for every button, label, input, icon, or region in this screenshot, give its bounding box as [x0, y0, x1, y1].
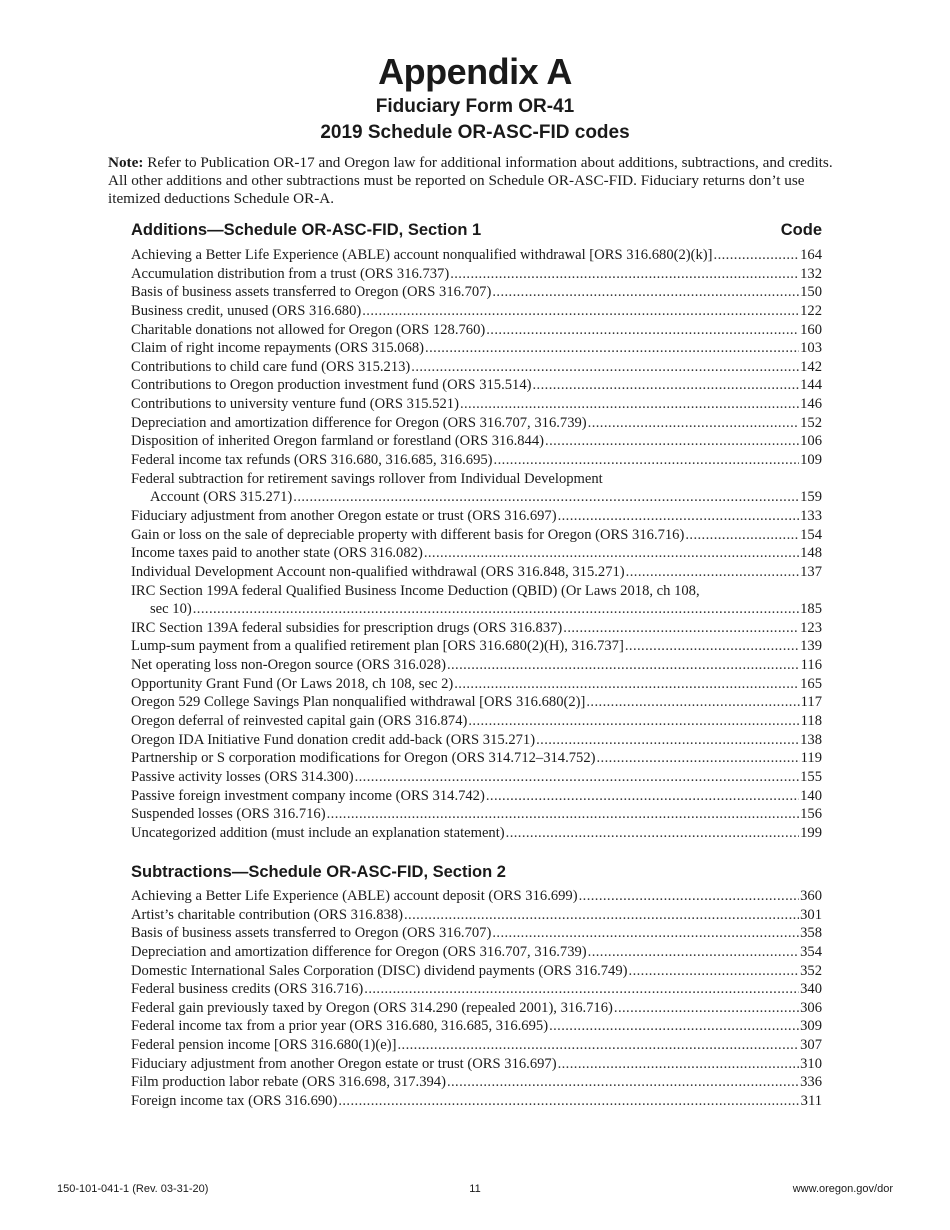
item-label-line2: Account (ORS 315.271): [150, 489, 293, 506]
item-code: 340: [800, 981, 822, 998]
addition-row: [131, 582, 822, 619]
item-label: Basis of business assets transferred to Oregon (ORS 316.707): [131, 925, 492, 942]
item-label: Depreciation and amortization difference for Oregon (ORS 316.707, 316.739): [131, 414, 587, 431]
addition-row: [131, 302, 822, 321]
addition-row: [131, 768, 822, 787]
form-subtitle: Fiduciary Form OR-41: [375, 96, 575, 117]
item-label: Artist’s charitable contribution (ORS 316.838): [131, 906, 403, 923]
item-code: 146: [800, 396, 822, 413]
dot-leader: [586, 693, 799, 712]
item-code: 150: [800, 284, 822, 301]
page-number: 11: [469, 1183, 481, 1195]
addition-row: [131, 712, 822, 731]
dot-leader: [558, 507, 800, 526]
subtraction-row: [131, 943, 822, 962]
addition-row: [131, 321, 822, 340]
item-code: 160: [800, 321, 822, 338]
subtraction-row: [131, 887, 822, 906]
item-label: Federal pension income [ORS 316.680(1)(e)]: [131, 1037, 397, 1054]
item-code: 311: [800, 1093, 822, 1110]
dot-leader: [486, 787, 799, 806]
item-code: 307: [800, 1037, 822, 1054]
item-label-line2: sec 10): [150, 601, 192, 618]
dot-leader: [362, 302, 799, 321]
dot-leader: [588, 943, 799, 962]
dot-leader: [447, 656, 800, 675]
item-label: Foreign income tax (ORS 316.690): [131, 1093, 338, 1110]
item-label: Passive foreign investment company income (ORS 314.742): [131, 787, 485, 804]
item-label: Passive activity losses (ORS 314.300): [131, 768, 354, 785]
item-code: 138: [800, 731, 822, 748]
item-label: Fiduciary adjustment from another Oregon estate or trust (ORS 316.697): [131, 507, 557, 524]
item-label: Opportunity Grant Fund (Or Laws 2018, ch 108, sec 2): [131, 675, 454, 692]
dot-leader: [425, 339, 799, 358]
item-code: 358: [800, 925, 822, 942]
item-code: 336: [800, 1074, 822, 1091]
item-label: Lump-sum payment from a qualified retirement plan [ORS 316.680(2)(H), 316.737]: [131, 638, 624, 655]
item-label: Contributions to Oregon production investment fund (ORS 315.514): [131, 377, 532, 394]
item-label: Gain or loss on the sale of depreciable property with different basis for Oregon (ORS 316.716): [131, 526, 685, 543]
item-label: Federal business credits (ORS 316.716): [131, 981, 364, 998]
addition-row: [131, 470, 822, 507]
addition-row: [131, 787, 822, 806]
addition-row: [131, 749, 822, 768]
addition-row: [131, 265, 822, 284]
dot-leader: [193, 600, 799, 619]
addition-row: [131, 656, 822, 675]
item-label: Federal subtraction for retirement savings rollover from Individual Development: [131, 470, 603, 487]
addition-row: [131, 693, 822, 712]
item-code: 310: [800, 1055, 822, 1072]
item-label: IRC Section 139A federal subsidies for prescription drugs (ORS 316.837): [131, 619, 563, 636]
dot-leader: [625, 637, 799, 656]
item-label: Oregon 529 College Savings Plan nonqualified withdrawal [ORS 316.680(2)]: [131, 694, 586, 711]
item-code: 360: [800, 887, 822, 904]
dot-leader: [492, 283, 799, 302]
dot-leader: [450, 265, 799, 284]
item-label-continuation: [131, 600, 822, 619]
dot-leader: [293, 488, 799, 507]
dot-leader: [338, 1092, 799, 1111]
code-column-heading: Code: [780, 221, 822, 239]
item-code: 155: [800, 768, 822, 785]
page-title: Appendix A: [378, 51, 572, 92]
item-label: Film production labor rebate (ORS 316.698, 317.394): [131, 1074, 446, 1091]
note-paragraph: [108, 154, 853, 208]
dot-leader: [597, 749, 800, 768]
item-code: 123: [800, 619, 822, 636]
subtractions-heading-text: Subtractions—Schedule OR-ASC-FID, Section 2: [131, 863, 506, 881]
item-code: 137: [800, 563, 822, 580]
item-code: 152: [800, 414, 822, 431]
additions-heading-text: Additions—Schedule OR-ASC-FID, Section 1: [131, 221, 482, 239]
item-label-continuation: [131, 488, 822, 507]
item-code: 119: [800, 750, 822, 767]
dot-leader: [327, 805, 800, 824]
item-label: Contributions to child care fund (ORS 315.213): [131, 358, 411, 375]
addition-row: [131, 414, 822, 433]
item-code: 118: [800, 713, 822, 729]
dot-leader: [563, 619, 799, 638]
item-label: Claim of right income repayments (ORS 315.068): [131, 340, 425, 357]
subtraction-row: [131, 980, 822, 999]
dot-leader: [588, 414, 799, 433]
additions-heading: [131, 219, 822, 241]
item-label: Uncategorized addition (must include an explanation statement): [131, 824, 505, 841]
item-label: Income taxes paid to another state (ORS 316.082): [131, 545, 423, 562]
dot-leader: [506, 824, 799, 843]
dot-leader: [454, 675, 799, 694]
dot-leader: [486, 321, 799, 340]
item-label: Depreciation and amortization difference for Oregon (ORS 316.707, 316.739): [131, 943, 587, 960]
dot-leader: [533, 376, 800, 395]
addition-row: [131, 526, 822, 545]
subtraction-row: [131, 1017, 822, 1036]
dot-leader: [364, 980, 799, 999]
dot-leader: [579, 887, 800, 906]
addition-row: [131, 432, 822, 451]
item-code: 109: [800, 452, 822, 469]
addition-row: [131, 563, 822, 582]
item-code: 156: [800, 806, 822, 823]
dot-leader: [494, 451, 800, 470]
dot-leader: [460, 395, 799, 414]
item-label: Disposition of inherited Oregon farmland or forestland (ORS 316.844): [131, 433, 545, 450]
subtraction-row: [131, 1073, 822, 1092]
dot-leader: [397, 1036, 799, 1055]
addition-row: [131, 358, 822, 377]
item-code: 154: [800, 526, 822, 543]
item-label: Achieving a Better Life Experience (ABLE) account nonqualified withdrawal [ORS 316.680(2)(k)]: [131, 246, 713, 263]
item-code: 165: [800, 675, 822, 692]
item-label: Federal gain previously taxed by Oregon (ORS 314.290 (repealed 2001), 316.716): [131, 999, 613, 1016]
addition-row: [131, 544, 822, 563]
dot-leader: [492, 924, 799, 943]
item-label: Partnership or S corporation modifications for Oregon (ORS 314.712–314.752): [131, 750, 596, 767]
subtractions-heading: [131, 861, 822, 883]
dot-leader: [614, 999, 799, 1018]
addition-row: [131, 246, 822, 265]
note-text: Refer to Publication OR-17 and Oregon law for additional information about additions, subtractions, and credits. All other additions and other subtractions must be reported on Schedule OR-ASC-FID. Fiduciary returns don’t use itemized deductions Schedule OR-A.: [108, 154, 833, 207]
item-code: 133: [800, 507, 822, 524]
addition-row: [131, 376, 822, 395]
dot-leader: [558, 1055, 800, 1074]
dot-leader: [549, 1017, 799, 1036]
subtraction-row: [131, 962, 822, 981]
addition-row: [131, 339, 822, 358]
dot-leader: [355, 768, 800, 787]
dot-leader: [447, 1073, 799, 1092]
item-code: 199: [800, 824, 822, 841]
schedule-subtitle: 2019 Schedule OR-ASC-FID codes: [320, 122, 630, 143]
item-label: Oregon IDA Initiative Fund donation credit add-back (ORS 315.271): [131, 731, 536, 748]
addition-row: [131, 507, 822, 526]
item-label: Business credit, unused (ORS 316.680): [131, 302, 362, 319]
item-code: 142: [800, 358, 822, 375]
addition-row: [131, 283, 822, 302]
item-code: 103: [800, 340, 822, 357]
note-label: Note:: [108, 154, 144, 171]
dot-leader: [404, 906, 799, 925]
item-code: 140: [800, 787, 822, 804]
form-number: 150-101-041-1 (Rev. 03-31-20): [57, 1183, 209, 1195]
addition-row: [131, 619, 822, 638]
item-label: Contributions to university venture fund (ORS 315.521): [131, 396, 459, 413]
dot-leader: [424, 544, 799, 563]
item-code: 117: [800, 694, 822, 711]
item-label: Federal income tax from a prior year (ORS 316.680, 316.685, 316.695): [131, 1018, 549, 1035]
addition-row: [131, 451, 822, 470]
dot-leader: [468, 712, 799, 731]
item-code: 132: [800, 265, 822, 282]
dot-leader: [629, 962, 800, 981]
subtraction-row: [131, 999, 822, 1018]
item-label: Basis of business assets transferred to Oregon (ORS 316.707): [131, 284, 492, 301]
subtractions-list: [131, 887, 822, 1111]
item-label: IRC Section 199A federal Qualified Business Income Deduction (QBID) (Or Laws 2018, ch 108,: [131, 582, 700, 599]
subtraction-row: [131, 1092, 822, 1111]
item-label: Charitable donations not allowed for Oregon (ORS 128.760): [131, 321, 486, 338]
item-code: 309: [800, 1018, 822, 1035]
item-label: Accumulation distribution from a trust (ORS 316.737): [131, 265, 450, 282]
item-code: 144: [800, 377, 822, 394]
item-code: 354: [800, 943, 822, 960]
addition-row: [131, 824, 822, 843]
item-label: Federal income tax refunds (ORS 316.680, 316.685, 316.695): [131, 452, 493, 469]
website-link[interactable]: www.oregon.gov/dor: [792, 1183, 893, 1195]
addition-row: [131, 395, 822, 414]
dot-leader: [411, 358, 799, 377]
addition-row: [131, 805, 822, 824]
dot-leader: [545, 432, 799, 451]
item-code: 306: [800, 999, 822, 1016]
item-code: 159: [800, 489, 822, 506]
item-label: Fiduciary adjustment from another Oregon estate or trust (ORS 316.697): [131, 1055, 557, 1072]
item-code: 139: [800, 638, 822, 655]
item-label: Suspended losses (ORS 316.716): [131, 806, 326, 823]
addition-row: [131, 731, 822, 750]
addition-row: [131, 675, 822, 694]
item-code: 116: [800, 657, 822, 674]
subtraction-row: [131, 1036, 822, 1055]
subtraction-row: [131, 906, 822, 925]
item-code: 122: [800, 302, 822, 319]
item-label: Achieving a Better Life Experience (ABLE) account deposit (ORS 316.699): [131, 887, 578, 904]
item-label: Net operating loss non-Oregon source (ORS 316.028): [131, 657, 446, 674]
dot-leader: [626, 563, 799, 582]
item-code: 106: [800, 433, 822, 450]
additions-list: [131, 246, 822, 843]
subtraction-row: [131, 924, 822, 943]
item-code: 301: [800, 906, 822, 923]
item-code: 352: [800, 962, 822, 979]
dot-leader: [714, 246, 800, 265]
item-code: 185: [800, 601, 822, 618]
dot-leader: [536, 731, 799, 750]
subtraction-row: [131, 1055, 822, 1074]
item-label: Individual Development Account non-qualified withdrawal (ORS 316.848, 315.271): [131, 563, 625, 580]
item-label: Domestic International Sales Corporation (DISC) dividend payments (ORS 316.749): [131, 962, 628, 979]
item-code: 164: [800, 246, 822, 263]
addition-row: [131, 637, 822, 656]
item-label: Oregon deferral of reinvested capital gain (ORS 316.874): [131, 713, 468, 729]
item-code: 148: [800, 545, 822, 562]
dot-leader: [685, 526, 799, 545]
